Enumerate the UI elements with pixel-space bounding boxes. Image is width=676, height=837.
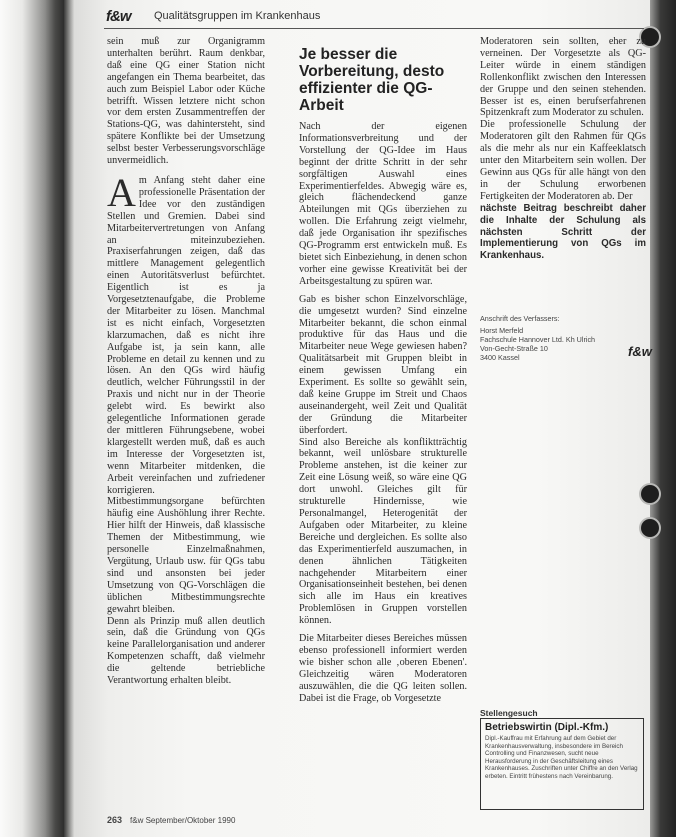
paragraph: Gab es bisher schon Einzelvorschläge, die umgesetzt wurden? Sind einzelne Mitarbeiter bekannt, die schon einmal produktive für das Haus und die Mitarbeiter neue Wege gewiesen haben? Qualitätsarbeit mit Gruppen bleibt in einem gewissen Umfang ein Experiment. Es sollte so gewählt sein, daß keine Gruppe im Streit und Chaos auseinandergeht, weil Zeit und Qualität der Gründung die Mitarbeiter überfordert. — [299, 293, 467, 436]
paragraph: Denn als Prinzip muß allen deutlich sein, daß die Gründung von QGs keine Parallelorganisation und anderer Kompetenzen schafft, daß vielmehr die geltende betriebliche Verantwortung erhalten bleibt. — [107, 615, 265, 687]
page-gutter — [64, 0, 74, 837]
author-name: Horst Merfeld — [480, 326, 524, 335]
column-1 — [107, 36, 265, 687]
paragraph: sein muß zur Organigramm unterhalten berührt. Raum denkbar, daß eine QG einer Station nicht angefangen ein Thema bearbeitet, das auch zum Beispiel Labor oder Küche betrifft. Wissen letztere nicht schon vor dem ersten Zusammentreffen der Stations-QG, was dahintersteht, sind spätere Konflikte bei der Umsetzung selbst bester Verbesserungsvorschläge unvermeidlich. — [107, 36, 265, 167]
classified-ad — [480, 718, 644, 810]
paragraph: Mitbestimmungsorgane befürchten häufig eine Aushöhlung ihrer Rechte. Hier hilft der Hinweis, daß klassische Themen der Mitbestimmung, wie personelle Einzelmaßnahmen, Vergütung, Urlaub usw. für QGs tabu sind und ansonsten bei jeder Umsetzung von QG-Vorschlägen die üblichen Mitbestimmungsrechte gewahrt bleiben. — [107, 496, 265, 615]
binder-hole-lower — [641, 519, 659, 537]
paragraph: Nach der eigenen Informationsverbreitung und der Vorstellung der QG-Idee im Haus beginnt der dritte Schritt in der sehr sorgfältigen Auswahl eines Experimentierfeldes. Abwegig wäre es, gleich flächendeckend ganze Abteilungen mit QGs überziehen zu wollen. Die Erfahrung zeigt vielmehr, daß jede Organisation ihr spezifisches QG-Programm erst entwickeln muß. Es bietet sich Einbeziehung, in denen schon vorher eine gewisse Kreativität bei der Arbeitsgestaltung zu spüren war. — [299, 121, 467, 287]
paragraph: Moderatoren sein sollten, eher zu verneinen. Der Vorgesetzte als QG-Leiter würde in einem ständigen Rollenkonflikt zwischen den Interessen der Gruppe und den seinen stehenden. Besser ist es, einen berufserfahrenen Spitzenkraft zum Moderator zu schulen. — [480, 36, 646, 119]
section-heading: Je besser die Vorbereitung, desto effizienter die QG-Arbeit — [299, 46, 445, 114]
author-address — [480, 314, 630, 362]
ad-category: Stellengesuch — [480, 708, 538, 718]
binder-hole-middle — [641, 485, 659, 503]
paragraph: Sind also Bereiche als konfliktträchtig bekannt, weil unlösbare strukturelle Probleme anstehen, ist die keiner zur Zeit eine Lösung weiß, so wäre eine QG dort unwohl. Gleiches gilt für strukturelle Hindernisse, wie Personalmangel, Heterogenität der Aufgaben oder Mitarbeiter, zu kleine Bereiche und dergleichen. Es sollte also das Experimentierfeld auszumachen, in denen ähnlichen Tätigkeiten nachgehender Mitarbeitern einer Organisationseinheit bestehen, bei denen sich alle im Haus ein kreatives Problemlösen in Gruppen vorstellen können. — [299, 436, 467, 627]
running-title: Qualitätsgruppen im Krankenhaus — [154, 10, 321, 22]
page-footer — [107, 815, 407, 825]
paragraph-with-dropcap: Am Anfang steht daher eine professionelle Präsentation der Idee vor den zuständigen Stellen und Gremien. Dabei sind Mitarbeitervertretungen von Anfang an miteinzubeziehen. Praxiserfahrungen zeigen, daß das mittlere Management gelegentlich einen Autoritätsverlust befürchtet. Eigentlich ist es ja Vorgesetztenaufgabe, die Probleme der Mitarbeiter zu lösen. Manchmal ist es nicht einfach, Vorgesetzten klarzumachen, daß es nicht ihre Aufgabe ist, ja sein kann, alle Probleme en detail zu kennen und zu lösen. An den QGs wird häufig deutlich, welcher Führungsstil in der Praxis und nicht nur in der Theorie gelebt wird. Es bewirkt also gelegentliche Informationen gerade der mittleren Führungsebene, wobei klargestellt werden muß, daß es auch im Interesse der Vorgesetzten ist, wenn Mitarbeiter mitdenken, die Arbeit vereinfachen und zufriedener korrigieren. — [107, 169, 265, 496]
column-2 — [299, 46, 467, 705]
ad-text: Dipl.-Kauffrau mit Erfahrung auf dem Gebiet der Krankenhausverwaltung, insbesondere im Bereich Controlling und Finanzwesen, sucht neue Herausforderung in der Geschäftsleitung eines Krankenhauses. Zuschriften unter Chiffre an den Verlag erbeten. Eintritt frühestens nach Vereinbarung. — [485, 735, 638, 780]
fw-logo: f&w — [106, 8, 131, 25]
drop-cap: A — [107, 169, 136, 215]
author-label: Anschrift des Verfassers: — [480, 314, 560, 323]
author-street: Von-Gecht-Straße 10 — [480, 344, 548, 353]
paragraph: Die professionelle Schulung der Moderatoren gilt den Rahmen für QGs als die mehr als nur ein Kaffeeklatsch unter den Mitarbeitern sein wollen. Der Gewinn aus QGs für alle hängt von den in der Schulung erworbenen Fertigkeiten der Moderatoren ab. Der — [480, 119, 646, 202]
fw-logo-small: f&w — [628, 344, 652, 359]
author-line: Fachschule Hannover Ltd. Kh Ulrich — [480, 335, 596, 344]
scan-edge-shadow — [650, 0, 676, 837]
ad-title: Betriebswirtin (Dipl.-Kfm.) — [485, 722, 609, 733]
author-city: 3400 Kassel — [480, 353, 520, 362]
paragraph: Die Mitarbeiter dieses Bereiches müssen ebenso professionell informiert werden wie bisher schon alle ‚oberen Ebenen'. Gleichzeitig wären Moderatoren auszuwählen, die die QG leiten sollen. Dabei ist die Frage, ob Vorgesetzte — [299, 633, 467, 704]
footer-text: f&w September/Oktober 1990 — [130, 816, 236, 825]
book-spine — [0, 0, 64, 837]
page-number: 263 — [107, 815, 123, 825]
column-3 — [480, 36, 646, 262]
bold-conclusion: nächste Beitrag beschreibt daher die Inhalte der Schulung als nächsten Schritt der Implementierung von QGs im Krankenhaus. — [480, 202, 646, 262]
